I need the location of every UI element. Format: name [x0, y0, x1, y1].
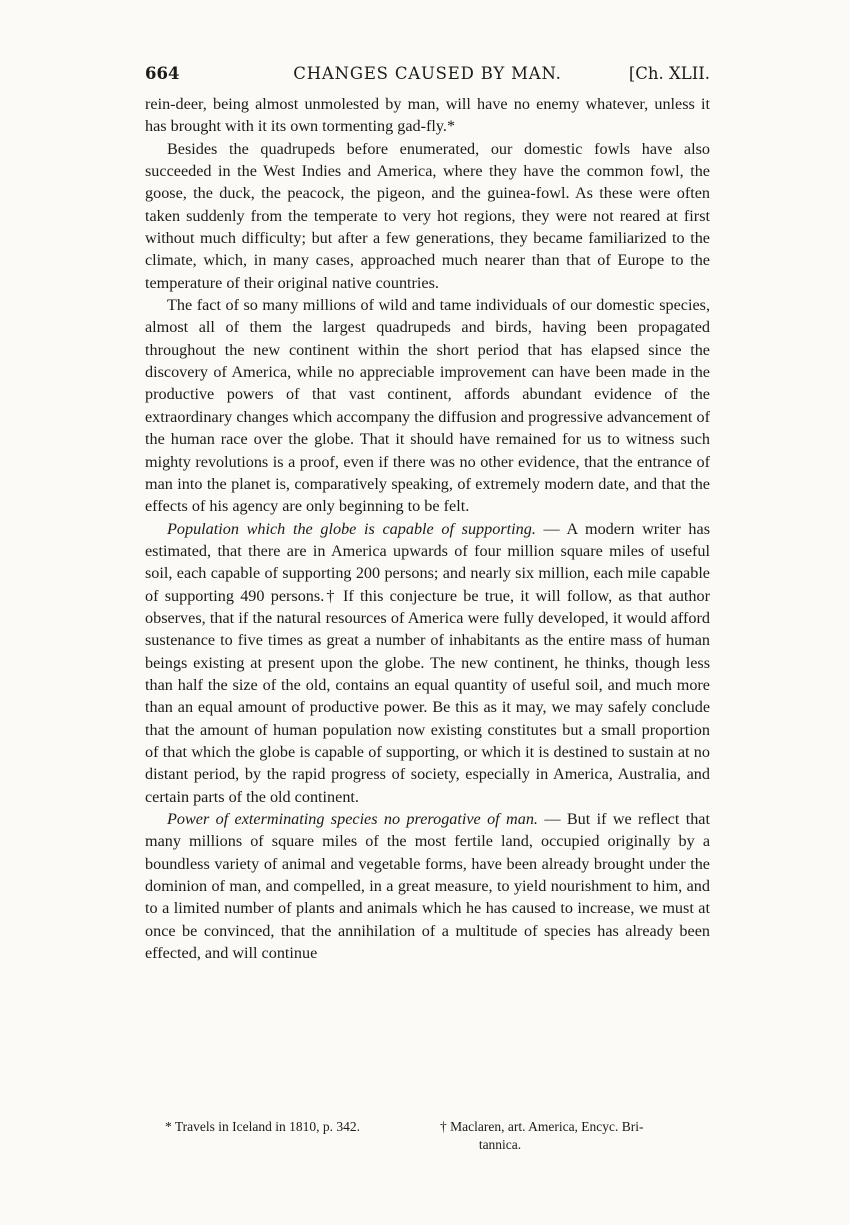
running-title: CHANGES CAUSED BY MAN.	[293, 64, 562, 83]
paragraph-3	[145, 294, 710, 517]
paragraph-2-text: Besides the quadrupeds before enumerated, our domestic fowls have also succeeded in the West Indies and America, where they have the common fowl, the goose, the duck, the peacock, the pigeon, and the guinea-fowl. As these were often taken suddenly from the temperate to very hot regions, they were not reared at first without much difficulty; but after a few generations, they became familiarized to the climate, which, in many cases, approached much nearer than that of Europe to the temperature of their original native countries.	[145, 139, 710, 292]
paragraph-5	[145, 808, 710, 964]
paragraph-4-heading: Population which the globe is capable of supporting.	[167, 519, 536, 538]
running-header	[145, 64, 710, 88]
chapter-reference: [Ch. XLII.	[628, 64, 710, 83]
footnote-2-main: † Maclaren, art. America, Encyc. Bri-	[440, 1119, 644, 1134]
paragraph-4	[145, 518, 710, 808]
paragraph-1	[145, 93, 710, 138]
paragraph-5-heading: Power of exterminating species no prerogative of man.	[167, 810, 538, 828]
footnote-2	[440, 1118, 710, 1154]
footnote-1: * Travels in Iceland in 1810, p. 342.	[165, 1119, 360, 1134]
footnote-2-tail: tannica.	[478, 1137, 522, 1152]
paragraph-1-text: rein-deer, being almost unmolested by man, will have no enemy whatever, unless it has brought with it its own tormenting gad-fly.*	[145, 95, 710, 136]
page-number: 664	[145, 64, 180, 83]
paragraph-3-text: The fact of so many millions of wild and tame individuals of our domestic species, almost all of them the largest quadrupeds and birds, having been propagated throughout the new continent within the short period that has elapsed since the discovery of America, while no appreciable improvement can have been made in the productive powers of that vast continent, affords abundant evidence of the extraordinary changes which accompany the diffusion and progressive advancement of the human race over the globe. That it should have remained for us to witness such mighty revolutions is a proof, even if there was no other evidence, that the entrance of man into the planet is, comparatively speaking, of extremely modern date, and that the effects of his agency are only beginning to be felt.	[145, 296, 710, 516]
paragraph-5-text: — But if we reflect that many millions of square miles of the most fertile land, occupied originally by a boundless variety of animal and vegetable forms, have been already brought under the dominion of man, and compelled, in a great measure, to yield nourishment to him, and to a limited number of plants and animals which he has caused to increase, we must at once be convinced, that the annihilation of a multitude of species has already been effected, and will continue	[145, 810, 710, 963]
paragraph-2	[145, 138, 710, 294]
body-text	[145, 93, 710, 964]
paragraph-4-text: — A modern writer has estimated, that there are in America upwards of four million square miles of useful soil, each capable of supporting 200 persons; and nearly six million, each mile capable of supporting 490 persons.† If this conjecture be true, it will follow, as that author observes, that if the natural resources of America were fully developed, it would afford sustenance to five times as great a number of inhabitants as the entire mass of human beings existing at present upon the globe. The new continent, he thinks, though less than half the size of the old, contains an equal quantity of useful soil, and much more than an equal amount of productive power. Be this as it may, we may safely conclude that the amount of human population now existing constitutes but a small proportion of that which the globe is capable of supporting, or which it is destined to sustain at no distant period, by the rapid progress of society, especially in America, Australia, and certain parts of the old continent.	[145, 519, 710, 806]
